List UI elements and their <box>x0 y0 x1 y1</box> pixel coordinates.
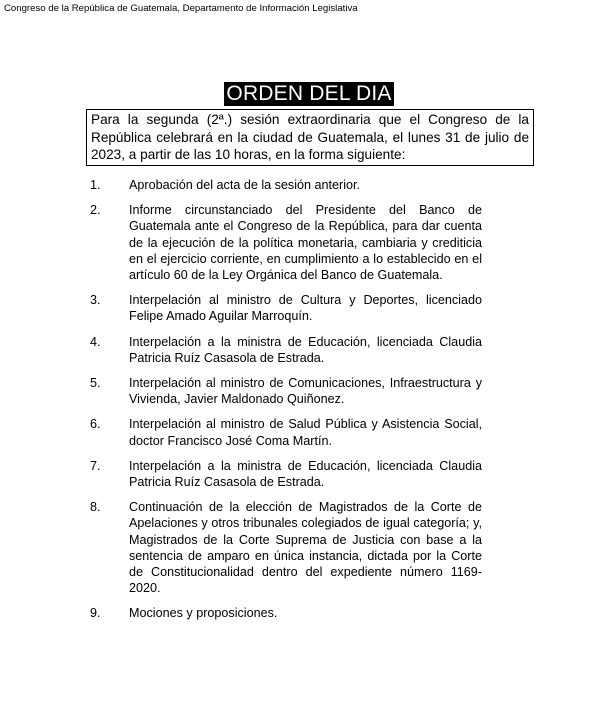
agenda-item <box>86 202 482 283</box>
agenda-item <box>86 375 482 407</box>
item-text: Mociones y proposiciones. <box>129 606 278 621</box>
item-number: 6. <box>90 417 101 432</box>
item-number: 8. <box>90 500 101 515</box>
agenda-list <box>86 177 482 622</box>
item-number: 2. <box>90 203 101 218</box>
agenda-item <box>86 416 482 448</box>
agenda-item <box>86 292 482 324</box>
source-header: Congreso de la República de Guatemala, Departamento de Información Legislativa <box>4 3 358 14</box>
item-text: Interpelación al ministro de Cultura y Deportes, licenciado Felipe Amado Aguilar Marroquín. <box>129 293 482 324</box>
item-number: 4. <box>90 334 101 349</box>
agenda-item <box>86 334 482 366</box>
item-text: Informe circunstanciado del Presidente del Banco de Guatemala ante el Congreso de la República, para dar cuenta de la ejecución de la política monetaria, cambiaria y crediticia en el ejercicio corriente, en cumplimiento a lo establecido en el artículo 60 de la Ley Orgánica del Banco de Guatemala. <box>129 203 482 283</box>
agenda-item <box>86 458 482 490</box>
item-number: 9. <box>90 606 101 621</box>
document-title: ORDEN DEL DIA <box>226 82 392 105</box>
item-text: Continuación de la elección de Magistrados de la Corte de Apelaciones y otros tribunales colegiados de igual categoría; y, Magistrados de la Corte Suprema de Justicia con base a la sentencia de amparo en única instancia, dictada por la Corte de Constitucionalidad dentro del expediente número 1169-2020. <box>129 500 482 596</box>
intro-box: Para la segunda (2ª.) sesión extraordinaria que el Congreso de la República celebrará en la ciudad de Guatemala, el lunes 31 de julio de 2023, a partir de las 10 horas, en la forma siguiente: <box>86 109 534 166</box>
item-text: Interpelación al ministro de Comunicaciones, Infraestructura y Vivienda, Javier Maldonado Quiñonez. <box>129 376 482 407</box>
item-number: 5. <box>90 376 101 391</box>
item-text: Interpelación al ministro de Salud Pública y Asistencia Social, doctor Francisco José Coma Martín. <box>129 417 482 448</box>
item-text: Interpelación a la ministra de Educación, licenciada Claudia Patricia Ruíz Casasola de Estrada. <box>129 334 482 365</box>
title-container <box>0 82 610 106</box>
item-number: 7. <box>90 458 101 473</box>
item-text: Aprobación del acta de la sesión anterior. <box>129 178 361 192</box>
item-number: 3. <box>90 293 101 308</box>
agenda-item <box>86 499 482 596</box>
item-number: 1. <box>90 178 101 192</box>
agenda-item <box>86 177 482 193</box>
agenda-item <box>86 605 482 621</box>
item-text: Interpelación a la ministra de Educación, licenciada Claudia Patricia Ruíz Casasola de Estrada. <box>129 458 482 490</box>
